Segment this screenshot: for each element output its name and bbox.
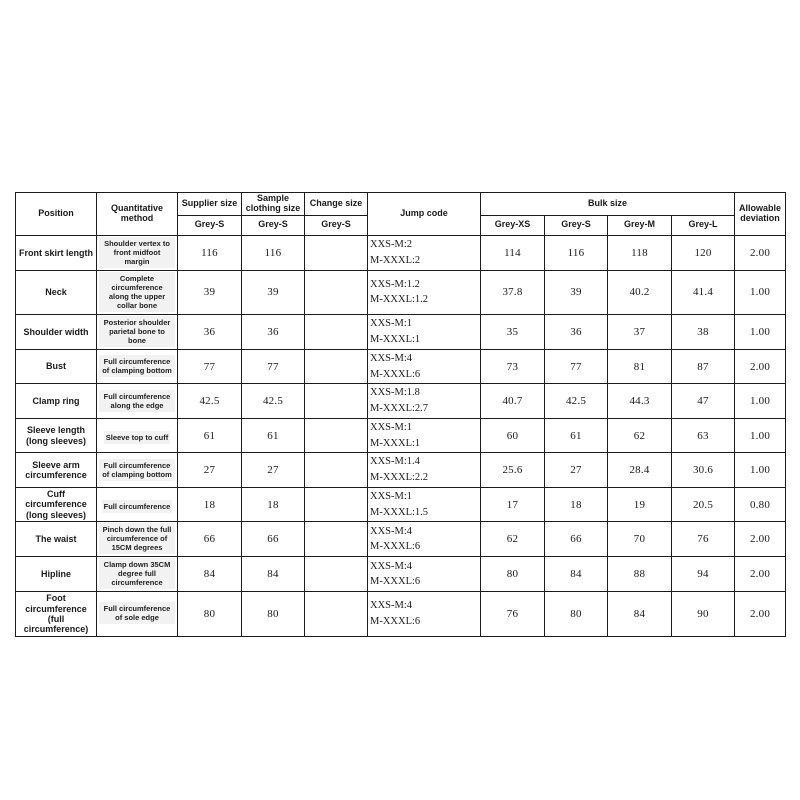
cell-bulk-grey-xs: 114 xyxy=(481,235,545,270)
cell-position: Hipline xyxy=(16,557,97,592)
cell-change-size xyxy=(305,270,368,314)
cell-allowable-deviation: 2.00 xyxy=(735,349,786,384)
cell-change-size xyxy=(305,453,368,488)
jump-code-line-1: XXS-M:1.2 xyxy=(370,278,420,290)
table-header xyxy=(16,193,786,236)
jump-code-line-2: M-XXXL:6 xyxy=(370,541,421,553)
cell-bulk-grey-s: 39 xyxy=(545,270,608,314)
table-row xyxy=(16,592,786,636)
table-row xyxy=(16,557,786,592)
cell-bulk-grey-s: 61 xyxy=(545,418,608,453)
cell-bulk-grey-xs: 76 xyxy=(481,592,545,636)
cell-supplier-size: 80 xyxy=(178,592,242,636)
cell-jump-code xyxy=(368,384,481,419)
cell-sample-size: 42.5 xyxy=(242,384,305,419)
col-header-allowable-deviation: Allowable deviation xyxy=(735,193,786,236)
cell-bulk-grey-s: 27 xyxy=(545,453,608,488)
cell-position: Sleeve arm circumference xyxy=(16,453,97,488)
cell-change-size xyxy=(305,235,368,270)
cell-supplier-size: 18 xyxy=(178,487,242,522)
method-text: Full circumference along the edge xyxy=(99,390,175,412)
subheader-sample-grey-s: Grey-S xyxy=(242,215,305,235)
cell-bulk-grey-l: 120 xyxy=(672,235,735,270)
jump-code-line-2: M-XXXL:6 xyxy=(370,615,421,627)
cell-sample-size: 80 xyxy=(242,592,305,636)
cell-bulk-grey-l: 47 xyxy=(672,384,735,419)
cell-bulk-grey-xs: 60 xyxy=(481,418,545,453)
cell-change-size xyxy=(305,487,368,522)
cell-jump-code xyxy=(368,349,481,384)
cell-bulk-grey-m: 81 xyxy=(608,349,672,384)
cell-position: Foot circumference (full circumference) xyxy=(16,592,97,636)
cell-bulk-grey-l: 63 xyxy=(672,418,735,453)
table-row xyxy=(16,314,786,349)
cell-sample-size: 36 xyxy=(242,314,305,349)
cell-position: Neck xyxy=(16,270,97,314)
col-header-quantitative-method: Quantitative method xyxy=(97,193,178,236)
header-row-top xyxy=(16,193,786,216)
cell-bulk-grey-l: 41.4 xyxy=(672,270,735,314)
table-row xyxy=(16,418,786,453)
cell-position: Bust xyxy=(16,349,97,384)
cell-bulk-grey-l: 38 xyxy=(672,314,735,349)
cell-change-size xyxy=(305,522,368,557)
cell-bulk-grey-s: 84 xyxy=(545,557,608,592)
col-header-change-size: Change size xyxy=(305,193,368,216)
cell-position: Cuff circumference (long sleeves) xyxy=(16,487,97,522)
col-header-jump-code: Jump code xyxy=(368,193,481,236)
cell-supplier-size: 84 xyxy=(178,557,242,592)
jump-code-line-2: M-XXXL:1.5 xyxy=(370,506,429,518)
cell-allowable-deviation: 2.00 xyxy=(735,235,786,270)
cell-position: Clamp ring xyxy=(16,384,97,419)
cell-bulk-grey-l: 20.5 xyxy=(672,487,735,522)
cell-bulk-grey-m: 118 xyxy=(608,235,672,270)
cell-bulk-grey-m: 84 xyxy=(608,592,672,636)
jump-code-line-2: M-XXXL:2 xyxy=(370,254,421,266)
cell-allowable-deviation: 2.00 xyxy=(735,592,786,636)
cell-supplier-size: 36 xyxy=(178,314,242,349)
jump-code-line-2: M-XXXL:1.2 xyxy=(370,294,429,306)
cell-bulk-grey-l: 87 xyxy=(672,349,735,384)
cell-quantitative-method xyxy=(97,349,178,384)
cell-supplier-size: 77 xyxy=(178,349,242,384)
subheader-bulk-grey-xs: Grey-XS xyxy=(481,215,545,235)
cell-bulk-grey-xs: 37.8 xyxy=(481,270,545,314)
cell-sample-size: 39 xyxy=(242,270,305,314)
cell-change-size xyxy=(305,418,368,453)
cell-bulk-grey-m: 88 xyxy=(608,557,672,592)
cell-sample-size: 18 xyxy=(242,487,305,522)
cell-allowable-deviation: 0.80 xyxy=(735,487,786,522)
subheader-change-grey-s: Grey-S xyxy=(305,215,368,235)
table-row xyxy=(16,384,786,419)
col-header-sample-clothing-size: Sample clothing size xyxy=(242,193,305,216)
cell-jump-code xyxy=(368,270,481,314)
jump-code-line-1: XXS-M:4 xyxy=(370,560,413,572)
cell-bulk-grey-m: 44.3 xyxy=(608,384,672,419)
cell-quantitative-method xyxy=(97,453,178,488)
cell-sample-size: 61 xyxy=(242,418,305,453)
table-row xyxy=(16,453,786,488)
jump-code-line-2: M-XXXL:6 xyxy=(370,368,421,380)
table-body xyxy=(16,235,786,636)
cell-bulk-grey-s: 36 xyxy=(545,314,608,349)
cell-quantitative-method xyxy=(97,557,178,592)
cell-allowable-deviation: 1.00 xyxy=(735,384,786,419)
table-row xyxy=(16,235,786,270)
jump-code-line-1: XXS-M:1 xyxy=(370,490,413,502)
cell-quantitative-method xyxy=(97,384,178,419)
cell-bulk-grey-xs: 80 xyxy=(481,557,545,592)
cell-bulk-grey-xs: 17 xyxy=(481,487,545,522)
cell-bulk-grey-l: 76 xyxy=(672,522,735,557)
jump-code-line-1: XXS-M:1 xyxy=(370,421,413,433)
cell-quantitative-method xyxy=(97,418,178,453)
jump-code-line-1: XXS-M:4 xyxy=(370,525,413,537)
col-header-position: Position xyxy=(16,193,97,236)
jump-code-line-2: M-XXXL:1 xyxy=(370,333,421,345)
cell-quantitative-method xyxy=(97,270,178,314)
cell-sample-size: 27 xyxy=(242,453,305,488)
cell-jump-code xyxy=(368,418,481,453)
cell-bulk-grey-xs: 35 xyxy=(481,314,545,349)
jump-code-line-1: XXS-M:1.4 xyxy=(370,456,420,468)
cell-supplier-size: 116 xyxy=(178,235,242,270)
cell-jump-code xyxy=(368,314,481,349)
cell-allowable-deviation: 1.00 xyxy=(735,270,786,314)
cell-change-size xyxy=(305,592,368,636)
jump-code-line-2: M-XXXL:6 xyxy=(370,576,421,588)
method-text: Shoulder vertex to front midfoot margin xyxy=(99,237,175,268)
jump-code-line-1: XXS-M:4 xyxy=(370,600,413,612)
cell-bulk-grey-s: 66 xyxy=(545,522,608,557)
cell-position: Sleeve length (long sleeves) xyxy=(16,418,97,453)
cell-bulk-grey-s: 80 xyxy=(545,592,608,636)
cell-bulk-grey-s: 42.5 xyxy=(545,384,608,419)
cell-quantitative-method xyxy=(97,235,178,270)
subheader-bulk-grey-s: Grey-S xyxy=(545,215,608,235)
cell-bulk-grey-l: 30.6 xyxy=(672,453,735,488)
cell-bulk-grey-m: 70 xyxy=(608,522,672,557)
table-row xyxy=(16,349,786,384)
col-header-supplier-size: Supplier size xyxy=(178,193,242,216)
cell-quantitative-method xyxy=(97,487,178,522)
cell-bulk-grey-m: 40.2 xyxy=(608,270,672,314)
cell-bulk-grey-l: 90 xyxy=(672,592,735,636)
cell-bulk-grey-m: 37 xyxy=(608,314,672,349)
cell-allowable-deviation: 2.00 xyxy=(735,557,786,592)
table-row xyxy=(16,487,786,522)
method-text: Full circumference of clamping bottom xyxy=(99,355,175,377)
cell-allowable-deviation: 1.00 xyxy=(735,418,786,453)
cell-bulk-grey-s: 18 xyxy=(545,487,608,522)
cell-change-size xyxy=(305,384,368,419)
cell-allowable-deviation: 1.00 xyxy=(735,314,786,349)
cell-bulk-grey-l: 94 xyxy=(672,557,735,592)
cell-bulk-grey-xs: 25.6 xyxy=(481,453,545,488)
method-text: Pinch down the full circumference of 15CM degrees xyxy=(99,523,175,554)
cell-bulk-grey-xs: 73 xyxy=(481,349,545,384)
jump-code-line-2: M-XXXL:2.2 xyxy=(370,472,429,484)
method-text: Sleeve top to cuff xyxy=(105,432,169,442)
cell-jump-code xyxy=(368,235,481,270)
cell-supplier-size: 27 xyxy=(178,453,242,488)
cell-bulk-grey-xs: 40.7 xyxy=(481,384,545,419)
cell-supplier-size: 66 xyxy=(178,522,242,557)
cell-bulk-grey-m: 19 xyxy=(608,487,672,522)
cell-jump-code xyxy=(368,522,481,557)
cell-supplier-size: 42.5 xyxy=(178,384,242,419)
cell-sample-size: 77 xyxy=(242,349,305,384)
method-text: Complete circumference along the upper collar bone xyxy=(99,272,175,312)
jump-code-line-2: M-XXXL:2.7 xyxy=(370,403,429,415)
method-text: Posterior shoulder parietal bone to bone xyxy=(99,316,175,347)
cell-position: The waist xyxy=(16,522,97,557)
cell-supplier-size: 39 xyxy=(178,270,242,314)
cell-allowable-deviation: 2.00 xyxy=(735,522,786,557)
cell-change-size xyxy=(305,557,368,592)
col-header-bulk-size: Bulk size xyxy=(481,193,735,216)
cell-position: Shoulder width xyxy=(16,314,97,349)
cell-allowable-deviation: 1.00 xyxy=(735,453,786,488)
cell-sample-size: 84 xyxy=(242,557,305,592)
cell-jump-code xyxy=(368,557,481,592)
cell-change-size xyxy=(305,349,368,384)
cell-supplier-size: 61 xyxy=(178,418,242,453)
cell-position: Front skirt length xyxy=(16,235,97,270)
method-text: Full circumference of sole edge xyxy=(99,602,175,624)
jump-code-line-1: XXS-M:2 xyxy=(370,239,413,251)
cell-bulk-grey-m: 28.4 xyxy=(608,453,672,488)
method-text: Clamp down 35CM degree full circumference xyxy=(99,558,175,589)
subheader-bulk-grey-l: Grey-L xyxy=(672,215,735,235)
cell-change-size xyxy=(305,314,368,349)
cell-jump-code xyxy=(368,453,481,488)
jump-code-line-1: XXS-M:1.8 xyxy=(370,387,420,399)
cell-bulk-grey-s: 116 xyxy=(545,235,608,270)
subheader-bulk-grey-m: Grey-M xyxy=(608,215,672,235)
jump-code-line-2: M-XXXL:1 xyxy=(370,437,421,449)
cell-quantitative-method xyxy=(97,592,178,636)
cell-quantitative-method xyxy=(97,522,178,557)
size-spec-table xyxy=(15,192,786,637)
method-text: Full circumference xyxy=(103,501,171,511)
cell-sample-size: 66 xyxy=(242,522,305,557)
cell-bulk-grey-xs: 62 xyxy=(481,522,545,557)
cell-jump-code xyxy=(368,487,481,522)
table-row xyxy=(16,522,786,557)
cell-sample-size: 116 xyxy=(242,235,305,270)
cell-bulk-grey-s: 77 xyxy=(545,349,608,384)
cell-bulk-grey-m: 62 xyxy=(608,418,672,453)
table-row xyxy=(16,270,786,314)
cell-jump-code xyxy=(368,592,481,636)
jump-code-line-1: XXS-M:1 xyxy=(370,318,413,330)
subheader-supplier-grey-s: Grey-S xyxy=(178,215,242,235)
method-text: Full circumference of clamping bottom xyxy=(99,459,175,481)
jump-code-line-1: XXS-M:4 xyxy=(370,352,413,364)
cell-quantitative-method xyxy=(97,314,178,349)
